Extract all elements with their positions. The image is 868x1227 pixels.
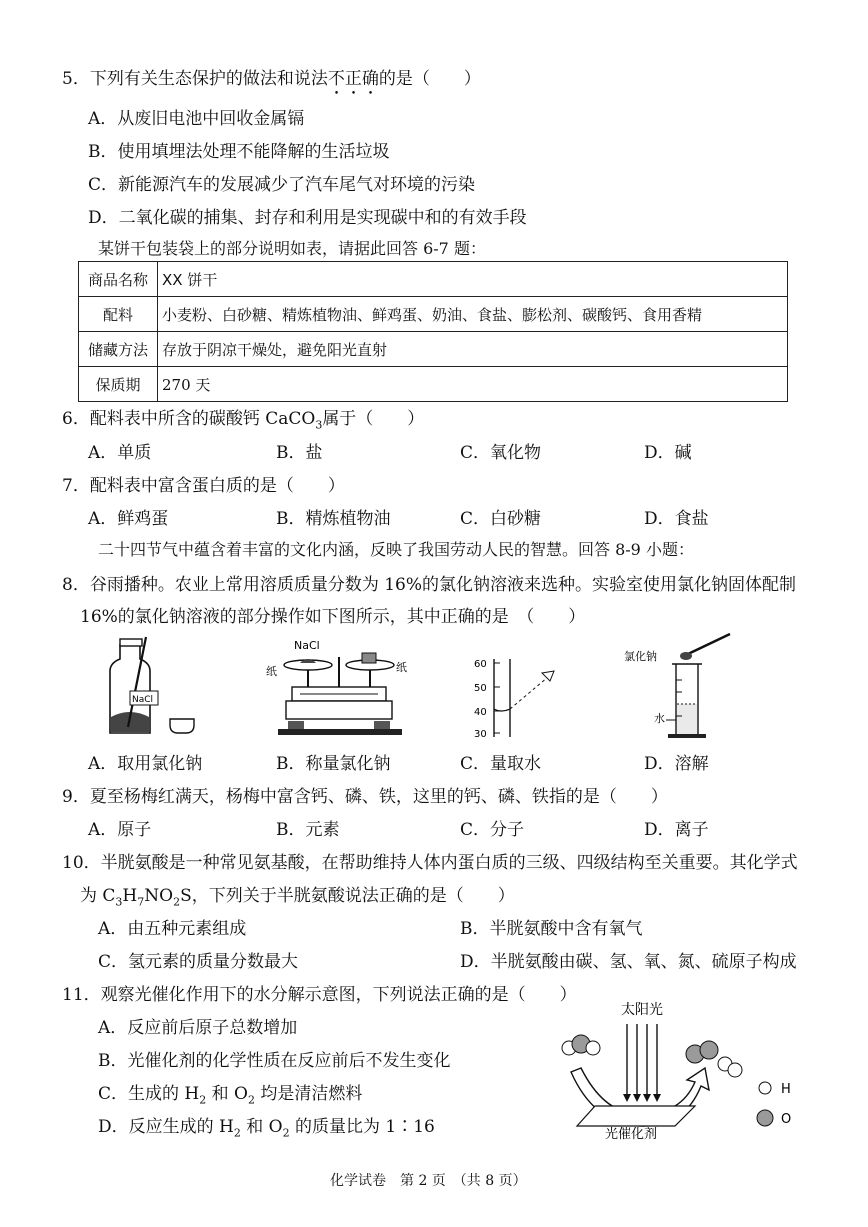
tick-label: 60	[474, 659, 487, 670]
water-label: 水	[654, 712, 665, 725]
q9-option-b: B．元素	[276, 820, 340, 840]
oxygen-molecule-o	[700, 1041, 718, 1059]
spoon-bowl	[680, 652, 692, 660]
q11-option-c: C．生成的 $H_2$ 和 $O_2$ 均是清洁燃料	[98, 1084, 363, 1107]
catalyst-plate	[577, 1106, 695, 1126]
q11-option-b: B．光催化剂的化学性质在反应前后不发生变化	[98, 1051, 451, 1071]
q7-option-a: A．鲜鸡蛋	[88, 509, 169, 529]
table-row	[79, 332, 788, 367]
table-value: 存放于阴凉干燥处，避免阳光直射	[158, 332, 788, 367]
ray-arrowhead	[653, 1094, 661, 1102]
balance-paper-right: 纸	[396, 661, 407, 674]
small-dish	[170, 719, 194, 733]
q6-option-d: D．碱	[644, 443, 692, 463]
table-row	[79, 297, 788, 332]
q7-option-d: D．食盐	[644, 509, 709, 529]
figure-b-weigh-nacl	[258, 635, 418, 740]
q7-option-b: B．精炼植物油	[276, 509, 391, 529]
cylinder-base	[668, 734, 706, 738]
balance-nacl-label: NaCl	[294, 639, 320, 652]
intro-8-9: 二十四节气中蕴含着丰富的文化内涵，反映了我国劳动人民的智慧。回答 8-9 小题：	[98, 540, 694, 559]
legend-h-circle	[759, 1082, 771, 1094]
q5-stem: 5．下列有关生态保护的做法和说法不正确的是（ ）	[62, 69, 481, 89]
figure-a-take-nacl	[100, 635, 210, 740]
q9-option-d: D．离子	[644, 820, 709, 840]
table-key: 保质期	[79, 367, 158, 402]
bottle-label: NaCl	[132, 695, 154, 705]
biscuit-info-table	[78, 261, 788, 402]
table-key: 储藏方法	[79, 332, 158, 367]
q8-option-c: C．量取水	[460, 754, 542, 774]
water-molecule-h	[586, 1041, 600, 1055]
q7-stem: 7．配料表中富含蛋白质的是（ ）	[62, 476, 345, 496]
figure-c-measure-water	[470, 655, 560, 740]
page-footer: 化学试卷 第 2 页 （共 8 页）	[330, 1173, 527, 1189]
q8-stem-line1: 8．谷雨播种。农业上常用溶质质量分数为 16%的氯化钠溶液来选种。实验室使用氯化钠固体配制	[62, 575, 797, 595]
ray-arrowhead	[643, 1094, 651, 1102]
q6-option-b: B．盐	[276, 443, 323, 463]
figure-d-dissolve	[620, 630, 740, 740]
bottle-neck	[120, 639, 142, 646]
q10-option-b: B．半胱氨酸中含有氧气	[460, 919, 643, 939]
q6-stem: 6．配料表中所含的碳酸钙 CaCO$_3$属于（ ）	[62, 409, 425, 432]
eye-icon	[542, 671, 554, 681]
q9-stem: 9．夏至杨梅红满天，杨梅中富含钙、磷、铁，这里的钙、磷、铁指的是（ ）	[62, 787, 668, 807]
balance-body	[286, 701, 392, 719]
q8-option-b: B．称量氯化钠	[276, 754, 391, 774]
q5-option-a: A．从废旧电池中回收金属镉	[88, 109, 305, 129]
q9-option-c: C．分子	[460, 820, 525, 840]
q8-option-d: D．溶解	[644, 754, 709, 774]
q10-stem-line1: 10．半胱氨酸是一种常见氨基酸，在帮助维持人体内蛋白质的三级、四级结构至关重要。其化学式	[62, 853, 798, 873]
sunlight-label: 太阳光	[621, 1002, 663, 1018]
q5-option-c: C．新能源汽车的发展减少了汽车尾气对环境的污染	[88, 175, 476, 195]
table-key: 配料	[79, 297, 158, 332]
ray-arrowhead	[623, 1094, 631, 1102]
q6-option-a: A．单质	[88, 443, 152, 463]
q11-option-d: D．反应生成的 $H_2$ 和 $O_2$ 的质量比为 1∶16	[98, 1117, 435, 1140]
table-row	[79, 262, 788, 297]
salt-label: 氯化钠	[624, 650, 657, 663]
tick-label: 40	[474, 707, 487, 718]
q5-option-b: B．使用填埋法处理不能降解的生活垃圾	[88, 142, 390, 162]
table-row	[79, 367, 788, 402]
spoon-handle	[688, 634, 730, 654]
balance-base	[278, 729, 402, 735]
q9-option-a: A．原子	[88, 820, 152, 840]
table-value: 小麦粉、白砂糖、精炼植物油、鲜鸡蛋、奶油、食盐、膨松剂、碳酸钙、食用香精	[158, 297, 788, 332]
q10-option-a: A．由五种元素组成	[98, 919, 247, 939]
intro-6-7: 某饼干包装袋上的部分说明如表，请据此回答 6-7 题：	[98, 239, 486, 258]
water-column	[677, 704, 697, 734]
q10-option-c: C．氢元素的质量分数最大	[98, 952, 299, 972]
weight	[362, 653, 376, 663]
q7-option-c: C．白砂糖	[460, 509, 542, 529]
ray-arrowhead	[633, 1094, 641, 1102]
balance-paper-left: 纸	[266, 665, 277, 678]
table-key: 商品名称	[79, 262, 158, 297]
q11-stem: 11．观察光催化作用下的水分解示意图，下列说法正确的是（ ）	[62, 985, 577, 1005]
q11-option-a: A．反应前后原子总数增加	[98, 1018, 298, 1038]
figure-photocatalysis	[555, 998, 815, 1148]
q5-option-d: D．二氧化碳的捕集、封存和利用是实现碳中和的有效手段	[88, 208, 527, 228]
table-value: XX 饼干	[158, 262, 788, 297]
q8-option-a: A．取用氯化钠	[88, 754, 203, 774]
table-value: 270 天	[158, 367, 788, 402]
q5-emphasis: 不正确	[327, 69, 379, 89]
tick-label: 50	[474, 683, 487, 694]
catalyst-label: 光催化剂	[605, 1127, 658, 1142]
q6-option-c: C．氧化物	[460, 443, 542, 463]
legend-o-label: O	[781, 1112, 792, 1127]
q10-stem-line2: 为 $C_3H_7NO_2S$，下列关于半胱氨酸说法正确的是（ ）	[80, 886, 515, 909]
tick-label: 30	[474, 729, 487, 740]
legend-o-circle	[757, 1110, 773, 1126]
q10-option-d: D．半胱氨酸由碳、氢、氧、氮、硫原子构成	[460, 952, 797, 972]
sight-line	[510, 677, 548, 709]
q8-stem-line2: 16%的氯化钠溶液的部分操作如下图所示，其中正确的是 （ ）	[80, 607, 586, 627]
hydrogen-molecule-h	[728, 1063, 742, 1077]
legend-h-label: H	[781, 1082, 791, 1097]
